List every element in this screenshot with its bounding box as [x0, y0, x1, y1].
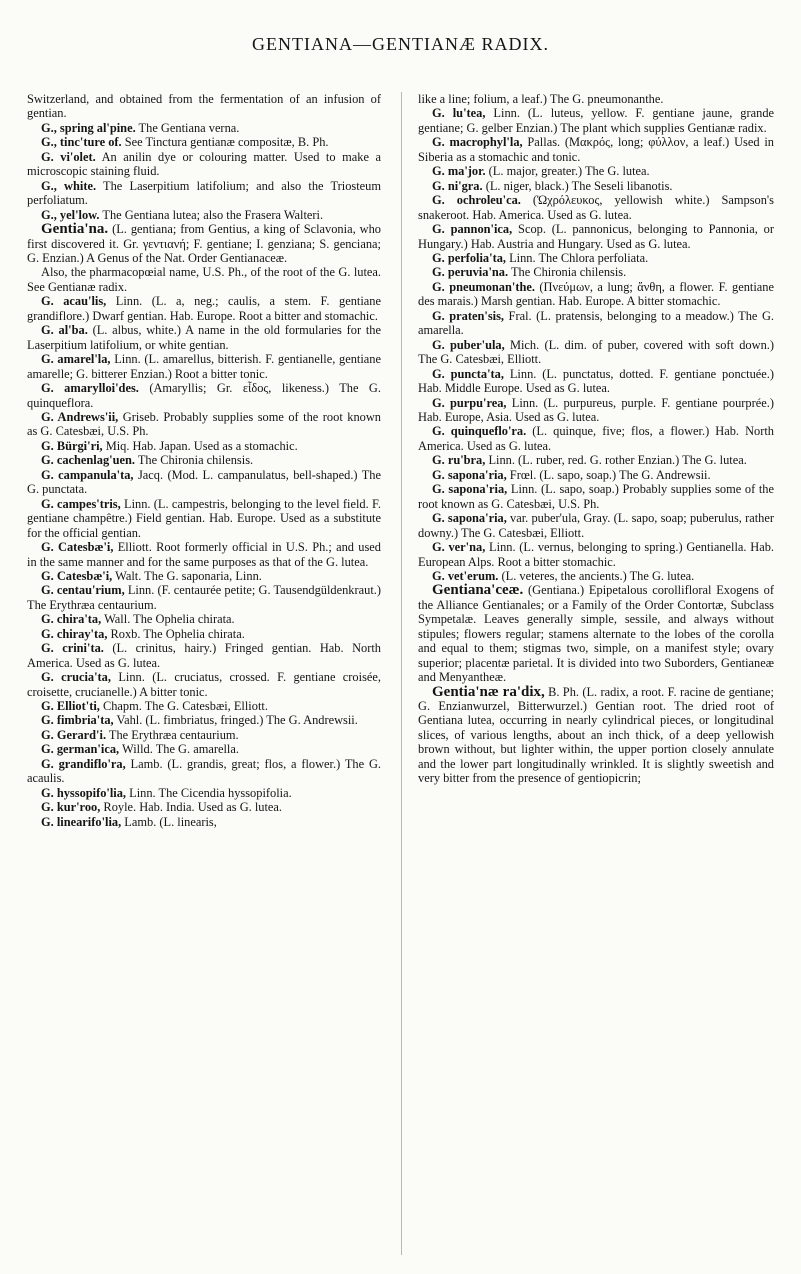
entry-headword: G. vi'olet.: [41, 149, 96, 164]
entry-definition: Lamb. (L. grandis, great; flos, a flower.) The G. acaulis.: [27, 756, 381, 786]
dictionary-entry: [27, 352, 381, 381]
entry-definition: Roxb. The Ophelia chirata.: [107, 626, 245, 641]
entry-definition: Linn. (L. purpureus, purple. F. gentiane pourprée.) Hab. Europe, Asia. Used as G. lutea.: [418, 395, 774, 424]
dictionary-entry: [418, 164, 774, 178]
entry-definition: (L. quinque, five; flos, a flower.) Hab. North America. Used as G. lutea.: [418, 424, 774, 453]
entry-definition: Fral. (L. pratensis, belonging to a meadow.) The G. amarella.: [418, 308, 775, 338]
entry-headword: G. Andrews'ii,: [41, 409, 119, 424]
dictionary-entry: [27, 121, 381, 135]
dictionary-entry: [27, 757, 381, 786]
entry-definition: Also, the pharmacopœial name, U.S. Ph., of the root of the G. lutea. See Gentianæ radix.: [27, 265, 381, 294]
entry-definition: Elliott. Root formerly official in U.S. Ph.; and used in the same manner and for the same purposes as that of the G. lutea.: [27, 540, 381, 569]
entry-definition: Linn. The Chlora perfoliata.: [506, 250, 649, 265]
entry-definition: Frœl. (L. sapo, soap.) The G. Andrewsii.: [506, 467, 711, 482]
entry-headword: G. Catesbæ'i,: [41, 568, 113, 583]
dictionary-entry: [418, 583, 774, 684]
dictionary-entry: [418, 338, 774, 367]
entry-headword: G. Gerard'i.: [41, 727, 107, 742]
dictionary-entry: [418, 453, 774, 467]
dictionary-entry: [27, 540, 381, 569]
entry-definition: Switzerland, and obtained from the fermentation of an infusion of gentian.: [27, 92, 381, 121]
entry-definition: The Chironia chilensis.: [134, 453, 254, 468]
entry-headword: G. campanula'ta,: [41, 467, 134, 482]
entry-definition: Linn. (L. ruber, red. G. rother Enzian.) The G. lutea.: [485, 453, 747, 468]
entry-headword: G. al'ba.: [41, 323, 88, 338]
dictionary-entry: [27, 179, 381, 208]
entry-definition: The Chironia chilensis.: [508, 265, 627, 280]
entry-definition: (L. veteres, the ancients.) The G. lutea.: [498, 568, 695, 583]
dictionary-entry: [418, 92, 774, 106]
entry-headword: G. amarel'la,: [41, 352, 111, 367]
entry-headword: G. puncta'ta,: [432, 366, 504, 381]
dictionary-entry: [418, 569, 774, 583]
dictionary-entry: [27, 381, 381, 410]
entry-headword: G. sapona'ria,: [432, 467, 507, 482]
entry-headword: G. acau'lis,: [41, 294, 107, 309]
dictionary-entry: [27, 728, 381, 742]
right-column: [418, 92, 774, 786]
entry-definition: Royle. Hab. India. Used as G. lutea.: [100, 800, 283, 815]
dictionary-entry: [27, 699, 381, 713]
entry-definition: Linn. (L. vernus, belonging to spring.) Gentianella. Hab. European Alps. Root a bitter stomachic.: [418, 540, 775, 569]
dictionary-entry: [418, 367, 774, 396]
entry-headword: G. sapona'ria,: [432, 482, 508, 497]
left-column: [27, 92, 381, 829]
entry-definition: The Gentiana verna.: [135, 120, 240, 135]
dictionary-entry: [418, 540, 774, 569]
entry-headword: G. praten'sis,: [432, 308, 505, 323]
dictionary-entry: [27, 742, 381, 756]
dictionary-entry: [418, 222, 774, 251]
entry-definition: Griseb. Probably supplies some of the root known as G. Catesbæi, U.S. Ph.: [27, 409, 381, 439]
entry-definition: Mich. (L. dim. of puber, covered with soft down.) The G. Catesbæi, Elliott.: [418, 337, 774, 367]
entry-headword: G., tinc'ture of.: [41, 135, 122, 150]
entry-headword: G. amarylloi'des.: [41, 381, 139, 396]
entry-headword: G. puber'ula,: [432, 337, 505, 352]
entry-definition: An anilin dye or colouring matter. Used to make a microscopic staining fluid.: [27, 149, 381, 179]
entry-headword: G. chira'ta,: [41, 612, 102, 627]
entry-definition: Linn. (L. punctatus, dotted. F. gentiane ponctuée.) Hab. Middle Europe. Used as G. lutea.: [418, 366, 774, 396]
entry-definition: Lamb. (L. linearis,: [121, 814, 217, 829]
entry-headword: G. hyssopifo'lia,: [41, 785, 127, 800]
dictionary-entry: [27, 135, 381, 149]
entry-definition: Linn. The Cicendia hyssopifolia.: [126, 785, 292, 800]
entry-headword: G. quinqueflo'ra.: [432, 424, 527, 439]
dictionary-entry: [27, 627, 381, 641]
entry-headword: G., white.: [41, 178, 97, 193]
dictionary-entry: [418, 135, 774, 164]
entry-headword: Gentia'næ ra'dix,: [432, 683, 545, 700]
dictionary-entry: [418, 309, 774, 338]
entry-headword: G., spring al'pine.: [41, 120, 136, 135]
entry-headword: Gentiana'ceæ.: [432, 582, 524, 599]
dictionary-entry: [27, 641, 381, 670]
dictionary-entry: [27, 612, 381, 626]
entry-headword: G. vet'erum.: [432, 568, 499, 583]
dictionary-entry: [27, 815, 381, 829]
dictionary-entry: [418, 482, 774, 511]
entry-definition: (L. albus, white.) A name in the old formularies for the Laserpitium latifolium, or white gentian.: [27, 323, 381, 352]
entry-definition: (Gentiana.) Epipetalous corollifloral Exogens of the Alliance Gentianales; or a Family of the Order Contortæ, Subclass Sympetalæ. Leaves generally simple, sessile, and always without stipules; flowers regular; stamens alternate to the lobes of the corolla and equal to them; stigmas two, simple, on a manifest style; ovary superior; placentæ parietal. It is divided into two Suborders, Gentianeæ and Menyantheæ.: [418, 583, 774, 685]
dictionary-entry: [27, 713, 381, 727]
dictionary-entry: [418, 468, 774, 482]
entry-definition: Linn. (L. a, neg.; caulis, a stem. F. gentiane grandiflore.) Dwarf gentian. Hab. Europe. Root a bitter and stomachic.: [27, 294, 381, 323]
entry-definition: Linn. (L. sapo, soap.) Probably supplies some of the root known as G. Catesbæi, U.S. Ph.: [418, 482, 775, 511]
entry-definition: Linn. (L. cruciatus, crossed. F. gentiane croisée, croisette, crucianelle.) A bitter tonic.: [27, 670, 381, 699]
entry-headword: G. macrophyl'la,: [432, 135, 523, 150]
entry-headword: G. campes'tris,: [41, 496, 121, 511]
dictionary-entry: [27, 323, 381, 352]
entry-definition: Chapm. The G. Catesbæi, Elliott.: [99, 699, 268, 714]
entry-definition: Linn. (L. campestris, belonging to the level field. F. gentiane champêtre.) Field gentian. Hab. Europe. Used as a substitute for the official gentian.: [27, 496, 381, 540]
entry-definition: (L. crinitus, hairy.) Fringed gentian. Hab. North America. Used as G. lutea.: [27, 641, 381, 670]
column-divider: [401, 92, 402, 1255]
dictionary-entry: [27, 786, 381, 800]
entry-headword: G. ma'jor.: [432, 164, 486, 179]
dictionary-entry: [27, 92, 381, 121]
entry-definition: Pallas. (Μακρός, long; φύλλον, a leaf.) Used in Siberia as a stomachic and tonic.: [418, 135, 774, 164]
entry-definition: The Gentiana lutea; also the Frasera Walteri.: [99, 207, 324, 222]
entry-headword: G. ru'bra,: [432, 453, 486, 468]
entry-headword: G. ochroleu'ca.: [432, 193, 521, 208]
dictionary-entry: [27, 208, 381, 222]
dictionary-entry: [418, 511, 774, 540]
entry-definition: Linn. (F. centaurée petite; G. Tausendgüldenkraut.) The Erythræa centaurium.: [27, 583, 381, 612]
dictionary-entry: [27, 670, 381, 699]
entry-definition: (Ὠχρόλευκος, yellowish white.) Sampson's snakeroot. Hab. America. Used as G. lutea.: [418, 193, 774, 222]
entry-headword: G. Bürgi'ri,: [41, 438, 103, 453]
dictionary-entry: [418, 106, 774, 135]
entry-definition: (Πνεύμων, a lung; ἄνθη, a flower. F. gentiane des marais.) Marsh gentian. Hab. Europe. A bitter stomachic.: [418, 279, 774, 309]
entry-definition: The Laserpitium latifolium; and also the Triosteum perfoliatum.: [27, 178, 382, 208]
entry-headword: G. Elliot'ti,: [41, 699, 100, 714]
entry-headword: G., yel'low.: [41, 207, 100, 222]
dictionary-entry: [418, 280, 774, 309]
entry-definition: B. Ph. (L. radix, a root. F. racine de gentiane; G. Enzianwurzel, Bitterwurzel.) Gentian root. The dried root of Gentiana lutea, occurring in nearly cylindrical pieces, or longitudinal slices, of various lengths, about an inch thick, of a deep yellowish brown without, but lighter within, the upper portion closely annulate and the lower part longitudinally wrinkled. It is slightly sweetish and very bitter from the presence of gentiopicrin;: [418, 684, 775, 786]
dictionary-entry: [27, 410, 381, 439]
dictionary-entry: [418, 424, 774, 453]
dictionary-entry: [418, 193, 774, 222]
entry-headword: G. pneumonan'the.: [432, 279, 535, 294]
entry-headword: G. sapona'ria,: [432, 511, 507, 526]
entry-definition: Willd. The G. amarella.: [119, 742, 239, 757]
entry-headword: G. fimbria'ta,: [41, 713, 114, 728]
entry-headword: G. Catesbæ'i,: [41, 540, 114, 555]
entry-headword: G. crucia'ta,: [41, 670, 111, 685]
dictionary-entry: [27, 222, 381, 265]
dictionary-entry: [27, 453, 381, 467]
entry-headword: G. centau'rium,: [41, 583, 125, 598]
dictionary-entry: [418, 251, 774, 265]
entry-headword: G. kur'roo,: [41, 800, 101, 815]
dictionary-entry: [27, 569, 381, 583]
entry-headword: G. pannon'ica,: [432, 222, 513, 237]
entry-definition: var. puber'ula, Gray. (L. sapo, soap; puberulus, rather downy.) The G. Catesbæi, Elliott.: [418, 511, 774, 540]
dictionary-entry: [418, 396, 774, 425]
entry-headword: G. german'ica,: [41, 742, 120, 757]
entry-definition: (L. major, greater.) The G. lutea.: [485, 164, 650, 179]
entry-headword: G. ni'gra.: [432, 178, 483, 193]
dictionary-entry: [418, 265, 774, 279]
dictionary-entry: [27, 150, 381, 179]
entry-definition: (L. niger, black.) The Seseli libanotis.: [482, 178, 673, 193]
entry-headword: G. crini'ta.: [41, 641, 104, 656]
entry-headword: Gentia'na.: [41, 221, 109, 238]
dictionary-entry: [27, 800, 381, 814]
entry-headword: G. purpu'rea,: [432, 395, 507, 410]
entry-definition: Vahl. (L. fimbriatus, fringed.) The G. Andrewsii.: [113, 713, 358, 728]
entry-definition: Walt. The G. saponaria, Linn.: [112, 568, 262, 583]
entry-headword: G. ver'na,: [432, 540, 486, 555]
entry-headword: G. cachenlag'uen.: [41, 453, 135, 468]
entry-definition: (Amaryllis; Gr. εἶδος, likeness.) The G. quinqueflora.: [27, 381, 381, 410]
running-head: GENTIANA—GENTIANÆ RADIX.: [252, 34, 549, 54]
entry-headword: G. linearifo'lia,: [41, 814, 122, 829]
entry-headword: G. grandiflo'ra,: [41, 756, 126, 771]
entry-definition: Linn. (L. luteus, yellow. F. gentiane jaune, grande gentiane; G. gelber Enzian.) The plant which supplies Gentianæ radix.: [418, 106, 775, 135]
dictionary-entry: [418, 179, 774, 193]
dictionary-entry: [27, 439, 381, 453]
dictionary-entry: [27, 294, 381, 323]
entry-headword: G. lu'tea,: [432, 106, 486, 121]
entry-definition: Scop. (L. pannonicus, belonging to Pannonia, or Hungary.) Hab. Austria and Hungary. Used as G. lutea.: [418, 222, 775, 251]
entry-definition: Linn. (L. amarellus, bitterish. F. gentianelle, gentiane amarelle; G. bitterer Enzian.) Root a bitter tonic.: [27, 352, 381, 381]
entry-definition: The Erythræa centaurium.: [106, 727, 239, 742]
entry-definition: like a line; folium, a leaf.) The G. pneumonanthe.: [418, 92, 664, 106]
dictionary-entry: [27, 583, 381, 612]
entry-headword: G. perfolia'ta,: [432, 250, 506, 265]
entry-headword: G. peruvia'na.: [432, 265, 509, 280]
dictionary-entry: [27, 468, 381, 497]
entry-definition: (L. gentiana; from Gentius, a king of Sclavonia, who first discovered it. Gr. γεντιανή; F. gentiane; I. genziana; S. genciana; G. Enzian.) A Genus of the Nat. Order Gentianaceæ.: [27, 222, 381, 265]
dictionary-entry: [418, 685, 774, 786]
entry-definition: Wall. The Ophelia chirata.: [101, 612, 235, 627]
entry-definition: Miq. Hab. Japan. Used as a stomachic.: [102, 438, 298, 453]
entry-definition: Jacq. (Mod. L. campanulatus, bell-shaped.) The G. punctata.: [27, 467, 381, 497]
dictionary-entry: [27, 265, 381, 294]
dictionary-entry: [27, 497, 381, 540]
entry-headword: G. chiray'ta,: [41, 626, 108, 641]
entry-definition: See Tinctura gentianæ compositæ, B. Ph.: [121, 135, 329, 150]
